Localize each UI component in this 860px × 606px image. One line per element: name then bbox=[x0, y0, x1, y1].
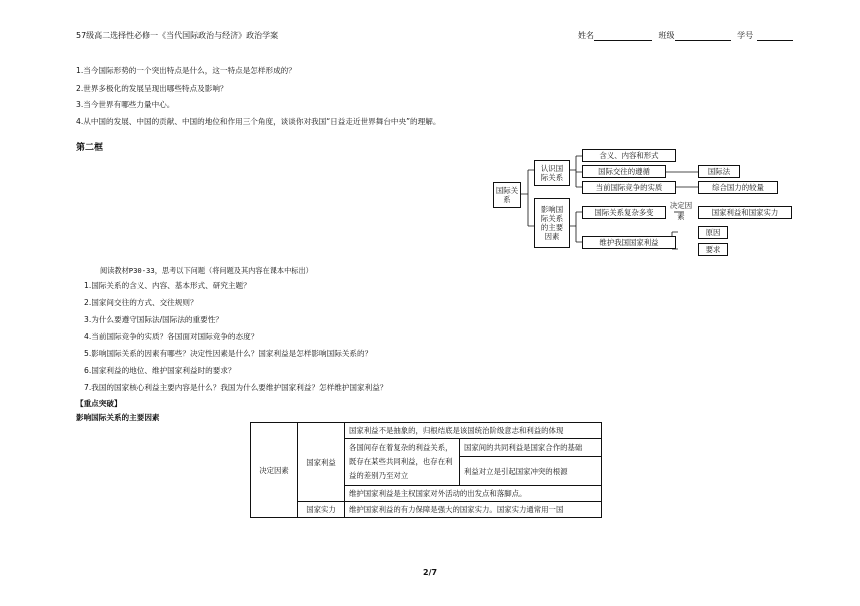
table-interest-r2-right-top: 国家间的共同利益是国家合作的基础 bbox=[460, 439, 602, 457]
mindmap-safeguard: 维护我国国家利益 bbox=[582, 236, 676, 249]
mindmap-complex: 国际关系复杂多变 bbox=[582, 206, 666, 219]
question-reading-1: 1.国际关系的含义、内容、基本形式、研究主题？ bbox=[84, 281, 251, 290]
table-interest-r2-left: 各国间存在着复杂的利益关系，既存在某些共同利益，也存在利益的差别乃至对立 bbox=[345, 439, 460, 486]
key-breakthrough: 【重点突破】 bbox=[76, 399, 122, 408]
question-reading-7: 7.我国的国家核心利益主要内容是什么？我国为什么要维护国家利益？怎样维护国家利益？ bbox=[84, 383, 388, 392]
table-interest-cell: 国家利益 bbox=[298, 423, 345, 502]
question-top-1: 1.当今国际形势的一个突出特点是什么，这一特点是怎样形成的？ bbox=[76, 66, 296, 75]
class-field[interactable] bbox=[675, 31, 731, 41]
mindmap-intl-law: 国际法 bbox=[698, 165, 740, 178]
mindmap-competition: 当前国际竞争的实质 bbox=[582, 181, 676, 194]
table-strength-cell: 国家实力 bbox=[298, 502, 345, 518]
class-label: 班级 bbox=[658, 31, 675, 40]
question-reading-5: 5.影响国际关系的因素有哪些？决定性因素是什么？国家利益是怎样影响国际关系的？ bbox=[84, 349, 373, 358]
question-reading-3: 3.为什么要遵守国际法/国际法的重要性？ bbox=[84, 315, 223, 324]
student-info bbox=[578, 30, 793, 41]
mindmap-root: 国际关系 bbox=[493, 182, 521, 208]
name-label: 姓名 bbox=[578, 31, 594, 40]
table-decide-cell: 决定因素 bbox=[251, 423, 298, 518]
id-field[interactable] bbox=[757, 31, 793, 41]
factors-table bbox=[250, 422, 602, 518]
key-subtitle: 影响国际关系的主要因素 bbox=[76, 413, 160, 422]
question-reading-2: 2.国家间交往的方式、交往规则？ bbox=[84, 298, 198, 307]
mindmap-requirement: 要求 bbox=[698, 243, 728, 256]
section-title: 第二框 bbox=[76, 143, 104, 153]
table-interest-r3: 维护国家利益是主权国家对外活动的出发点和落脚点。 bbox=[345, 486, 602, 502]
question-reading-6: 6.国家利益的地位、维护国家利益时的要求？ bbox=[84, 366, 236, 375]
id-label: 学号 bbox=[737, 31, 754, 40]
page-number: 2/7 bbox=[423, 568, 438, 577]
mindmap-principle: 国际交往的遵循 bbox=[582, 165, 666, 178]
mindmap-branch-understand: 认识国际关系 bbox=[534, 160, 570, 186]
reading-intro: 阅读教材P30-33，思考以下问题（将问题及其内容在课本中标出） bbox=[100, 266, 313, 275]
question-reading-4: 4.当前国际竞争的实质？各国面对国际竞争的态度？ bbox=[84, 332, 259, 341]
mindmap-branch-factors: 影响国际关系的主要因素 bbox=[534, 198, 570, 248]
doc-title: 57级高二选择性必修一《当代国际政治与经济》政治学案 bbox=[76, 31, 279, 40]
table-strength-r1: 维护国家利益的有力保障是强大的国家实力。国家实力通常用一国 bbox=[345, 502, 602, 518]
mindmap-decide-result: 国家利益和国家实力 bbox=[698, 206, 792, 219]
mindmap-decide-label: 决定因素 bbox=[669, 201, 693, 222]
question-top-2: 2.世界多极化的发展呈现出哪些特点及影响？ bbox=[76, 84, 228, 93]
mindmap-comprehensive-power: 综合国力的较量 bbox=[698, 181, 778, 194]
question-top-4: 4.从中国的发展、中国的贡献、中国的地位和作用三个角度，谈谈你对我国“日益走近世界舞台中央”的理解。 bbox=[76, 117, 441, 126]
table-interest-r1: 国家利益不是抽象的，归根结底是该国统治阶级意志和利益的体现 bbox=[345, 423, 602, 439]
table-interest-r2-right-bottom: 利益对立是引起国家冲突的根源 bbox=[460, 457, 602, 486]
mindmap-meaning: 含义、内容和形式 bbox=[582, 149, 676, 162]
name-field[interactable] bbox=[594, 31, 652, 41]
question-top-3: 3.当今世界有哪些力量中心。 bbox=[76, 100, 175, 109]
mindmap-reason: 原因 bbox=[698, 226, 728, 239]
